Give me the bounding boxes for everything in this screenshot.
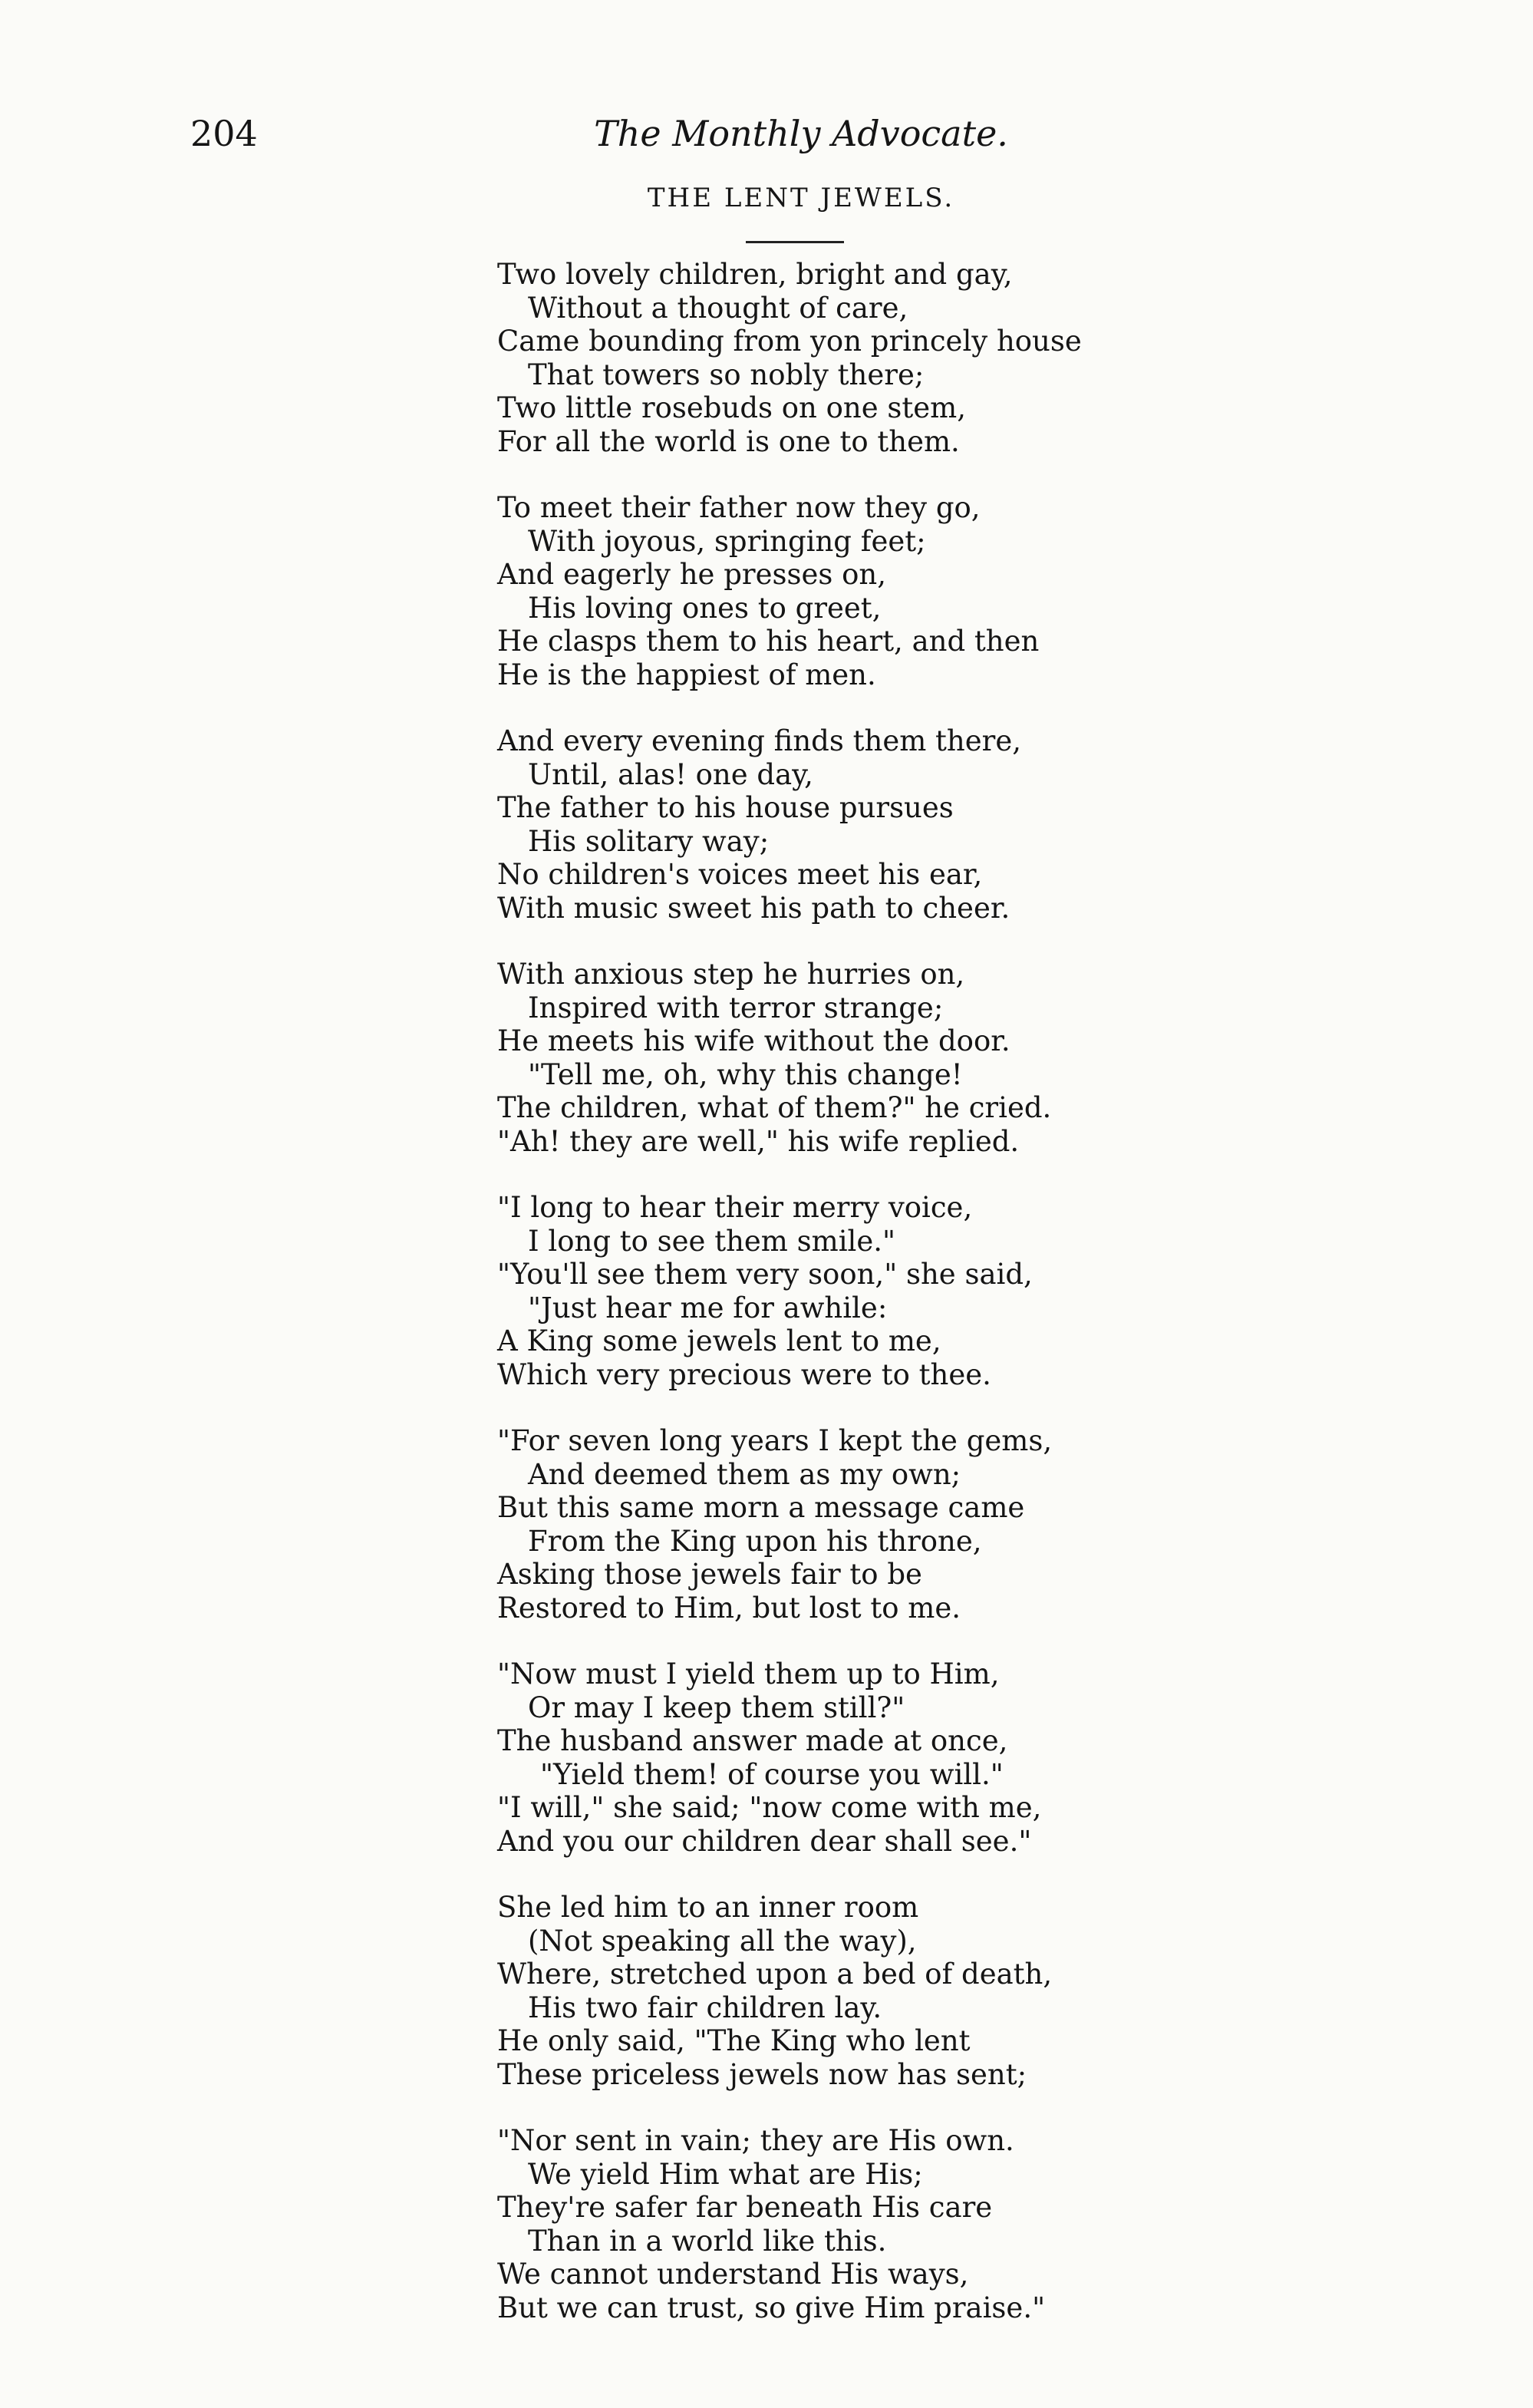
poem-line: Inspired with terror strange; [528, 991, 944, 1024]
poem-line: And eagerly he presses on, [497, 558, 886, 591]
poem-line: Two little rosebuds on one stem, [497, 391, 966, 424]
poem-line: That towers so nobly there; [528, 358, 925, 391]
poem-line: "Ah! they are well," his wife replied. [497, 1124, 1020, 1158]
poem-line: We yield Him what are His; [528, 2157, 923, 2191]
poem-line: He only said, "The King who lent [497, 2024, 971, 2057]
poem-line: And you our children dear shall see." [497, 1824, 1032, 1858]
poem-line: We cannot understand His ways, [497, 2258, 969, 2291]
poem-line: To meet their father now they go, [497, 491, 981, 524]
poem-line: Two lovely children, bright and gay, [497, 258, 1013, 291]
poem-line: "Tell me, oh, why this change! [528, 1057, 963, 1091]
poem-line: His two fair children lay. [528, 1991, 882, 2024]
poem-line: The husband answer made at once, [497, 1724, 1008, 1757]
poem-line: Which very precious were to thee. [497, 1357, 991, 1391]
poem-line: Without a thought of care, [528, 291, 908, 325]
poem-line: From the King upon his throne, [528, 1524, 982, 1558]
poem-line: "Just hear me for awhile: [528, 1291, 888, 1324]
poem-line: But this same morn a message came [497, 1491, 1025, 1524]
poem-line: For all the world is one to them. [497, 424, 960, 458]
poem-line: Until, alas! one day, [528, 757, 813, 791]
poem-line: I long to see them smile." [528, 1224, 896, 1258]
poem-line: Asking those jewels fair to be [497, 1558, 922, 1591]
stanza-9 [497, 2124, 1418, 2324]
poem-line: And every evening finds them there, [497, 724, 1022, 757]
poem-line: Than in a world like this. [528, 2224, 887, 2258]
poem-line: He clasps them to his heart, and then [497, 625, 1040, 658]
poem-line: Restored to Him, but lost to me. [497, 1591, 961, 1625]
stanza-2 [497, 491, 1418, 691]
title-rule [746, 241, 844, 243]
stanza-5 [497, 1191, 1418, 1391]
poem-line: "Yield them! of course you will." [540, 1757, 1004, 1791]
poem-line: With music sweet his path to cheer. [497, 891, 1010, 925]
poem-line: Or may I keep them still?" [528, 1691, 905, 1724]
poem-line: She led him to an inner room [497, 1891, 919, 1924]
poem-line: "I long to hear their merry voice, [497, 1191, 973, 1224]
poem-title: THE LENT JEWELS. [647, 183, 955, 213]
poem-line: The children, what of them?" he cried. [497, 1091, 1052, 1124]
poem-line: "Nor sent in vain; they are His own. [497, 2124, 1014, 2157]
poem-line: He meets his wife without the door. [497, 1024, 1010, 1057]
poem-line: They're safer far beneath His care [497, 2191, 993, 2224]
stanza-4 [497, 958, 1418, 1158]
poem-line: A King some jewels lent to me, [497, 1324, 941, 1357]
running-title: The Monthly Advocate. [594, 113, 1008, 154]
stanza-7 [497, 1658, 1418, 1858]
poem-line: "I will," she said; "now come with me, [497, 1791, 1042, 1824]
poem-line: And deemed them as my own; [528, 1457, 961, 1491]
poem-line: "You'll see them very soon," she said, [497, 1258, 1033, 1291]
stanza-1 [497, 258, 1418, 458]
page-number: 204 [190, 113, 258, 154]
stanza-8 [497, 1891, 1418, 2091]
poem-line: With anxious step he hurries on, [497, 958, 965, 991]
poem-line: With joyous, springing feet; [528, 524, 926, 558]
poem-line: "For seven long years I kept the gems, [497, 1424, 1053, 1457]
poem-line: Came bounding from yon princely house [497, 325, 1082, 358]
poem-line: His loving ones to greet, [528, 591, 882, 625]
poem-line: "Now must I yield them up to Him, [497, 1658, 1000, 1691]
poem-line: These priceless jewels now has sent; [497, 2057, 1027, 2091]
poem-line: The father to his house pursues [497, 791, 954, 824]
poem-line: (Not speaking all the way), [528, 1924, 917, 1958]
stanza-3 [497, 724, 1418, 925]
poem-line: Where, stretched upon a bed of death, [497, 1958, 1053, 1991]
poem-line: His solitary way; [528, 824, 770, 858]
poem-line: No children's voices meet his ear, [497, 858, 983, 891]
poem-line: He is the happiest of men. [497, 658, 876, 691]
poem-body [497, 258, 1418, 2357]
poem-line: But we can trust, so give Him praise." [497, 2291, 1046, 2324]
stanza-6 [497, 1424, 1418, 1625]
